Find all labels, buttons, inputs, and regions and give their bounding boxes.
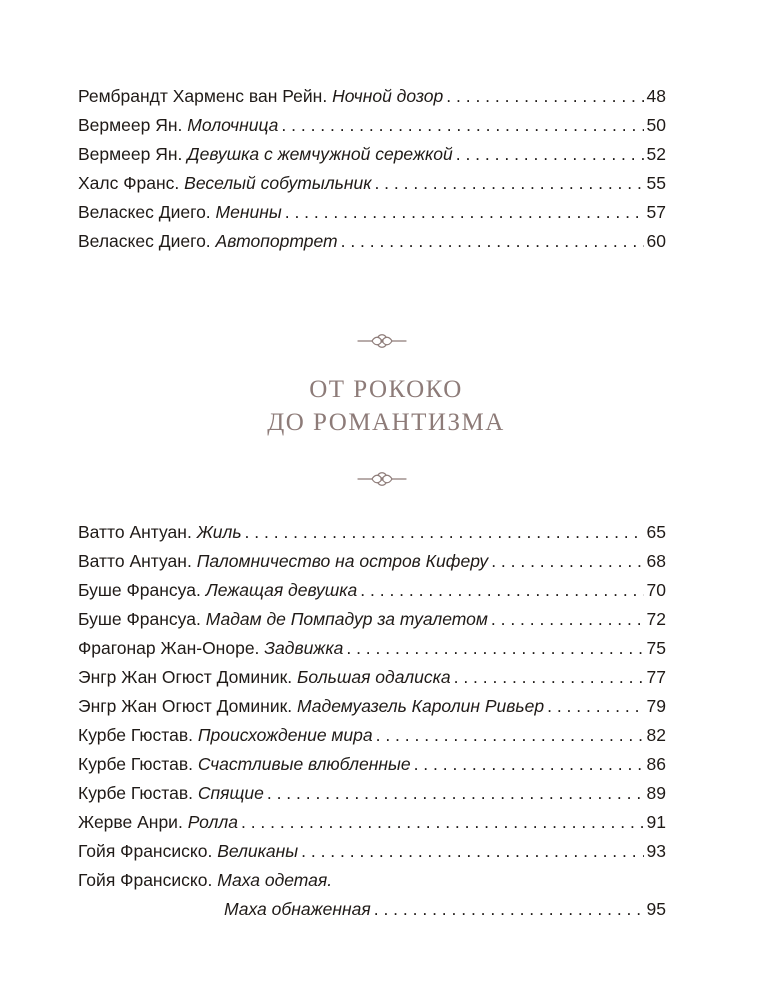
toc-dot-leader bbox=[267, 779, 644, 808]
toc-entry-author: Ватто Антуан. bbox=[78, 551, 192, 571]
toc-entry-page-number: 79 bbox=[646, 696, 666, 716]
toc-dot-leader bbox=[414, 750, 644, 779]
toc-entry-author: Курбе Гюстав. bbox=[78, 725, 193, 745]
toc-entry-author: Вермеер Ян. bbox=[78, 115, 183, 135]
toc-dot-leader bbox=[245, 518, 644, 547]
toc-entry[interactable] bbox=[78, 111, 666, 140]
toc-entry-page-number: 93 bbox=[646, 841, 666, 861]
toc-entry-title: Автопортрет bbox=[215, 231, 338, 251]
toc-entry-title: Великаны bbox=[217, 841, 299, 861]
toc-entry-title: Девушка с жемчужной сережкой bbox=[187, 144, 453, 164]
toc-dot-leader bbox=[341, 227, 644, 256]
toc-entry-page-number: 89 bbox=[646, 783, 666, 803]
toc-entry[interactable] bbox=[78, 808, 666, 837]
toc-dot-leader bbox=[491, 605, 644, 634]
toc-entry-title: Ночной дозор bbox=[332, 86, 444, 106]
toc-entry-author: Энгр Жан Огюст Доминик. bbox=[78, 667, 293, 687]
toc-entry[interactable] bbox=[78, 721, 666, 750]
toc-entry-author: Халс Франс. bbox=[78, 173, 180, 193]
toc-entry[interactable] bbox=[78, 576, 666, 605]
toc-dot-leader bbox=[446, 82, 643, 111]
toc-entry-title: Большая одалиска bbox=[297, 667, 451, 687]
flourish-ornament-icon bbox=[356, 333, 408, 349]
toc-entry-author: Веласкес Диего. bbox=[78, 202, 211, 222]
toc-entry-page-number: 95 bbox=[646, 899, 666, 919]
toc-dot-leader bbox=[454, 663, 644, 692]
flourish-ornament-icon bbox=[356, 471, 408, 487]
toc-entry-title: Маха обнаженная bbox=[224, 899, 371, 919]
toc-entry-title: Молочница bbox=[187, 115, 279, 135]
toc-entry[interactable] bbox=[78, 82, 666, 111]
toc-entry[interactable] bbox=[78, 750, 666, 779]
toc-entry[interactable] bbox=[78, 518, 666, 547]
toc-dot-leader bbox=[374, 895, 644, 924]
toc-entry[interactable] bbox=[78, 895, 666, 924]
toc-entry-author: Вермеер Ян. bbox=[78, 144, 183, 164]
toc-dot-leader bbox=[281, 111, 643, 140]
toc-list-baroque bbox=[78, 82, 666, 256]
toc-entry[interactable] bbox=[78, 634, 666, 663]
toc-entry-title: Ролла bbox=[187, 812, 238, 832]
toc-entry-title: Задвижка bbox=[264, 638, 344, 658]
toc-entry-title: Лежащая девушка bbox=[205, 580, 358, 600]
toc-entry[interactable] bbox=[78, 692, 666, 721]
toc-entry[interactable] bbox=[78, 227, 666, 256]
toc-entry[interactable] bbox=[78, 169, 666, 198]
toc-dot-leader bbox=[301, 837, 643, 866]
toc-entry-title: Веселый собутыльник bbox=[184, 173, 372, 193]
toc-entry-title: Происхождение мира bbox=[197, 725, 373, 745]
toc-dot-leader bbox=[376, 721, 644, 750]
toc-entry-title: Жиль bbox=[196, 522, 242, 542]
toc-entry[interactable] bbox=[78, 866, 666, 895]
toc-entry-page-number: 52 bbox=[646, 144, 666, 164]
toc-entry-page-number: 65 bbox=[646, 522, 666, 542]
toc-dot-leader bbox=[360, 576, 643, 605]
toc-entry-author: Жерве Анри. bbox=[78, 812, 183, 832]
section-title-line-1: ОТ РОКОКО bbox=[309, 376, 463, 403]
toc-entry-title: Паломничество на остров Киферу bbox=[196, 551, 489, 571]
section-heading bbox=[0, 373, 772, 439]
toc-entry-author: Курбе Гюстав. bbox=[78, 754, 193, 774]
toc-entry-page-number: 60 bbox=[646, 231, 666, 251]
toc-entry-author: Энгр Жан Огюст Доминик. bbox=[78, 696, 293, 716]
toc-entry-author: Веласкес Диего. bbox=[78, 231, 211, 251]
toc-entry-author: Рембрандт Харменс ван Рейн. bbox=[78, 86, 328, 106]
toc-entry-page-number: 55 bbox=[646, 173, 666, 193]
toc-entry[interactable] bbox=[78, 605, 666, 634]
section-title-line-2: ДО РОМАНТИЗМА bbox=[267, 409, 505, 436]
toc-entry-author: Курбе Гюстав. bbox=[78, 783, 193, 803]
toc-entry-page-number: 82 bbox=[646, 725, 666, 745]
toc-dot-leader bbox=[547, 692, 643, 721]
toc-entry-page-number: 70 bbox=[646, 580, 666, 600]
toc-entry-page-number: 72 bbox=[646, 609, 666, 629]
toc-entry-page-number: 57 bbox=[646, 202, 666, 222]
toc-entry-author: Фрагонар Жан-Оноре. bbox=[78, 638, 260, 658]
toc-entry-author: Ватто Антуан. bbox=[78, 522, 192, 542]
toc-list-rococo bbox=[78, 518, 666, 924]
toc-entry-title: Мадемуазель Каролин Ривьер bbox=[297, 696, 545, 716]
toc-entry-title: Менины bbox=[215, 202, 282, 222]
toc-entry-author: Буше Франсуа. bbox=[78, 580, 201, 600]
toc-entry-page-number: 50 bbox=[646, 115, 666, 135]
toc-entry-page-number: 77 bbox=[646, 667, 666, 687]
toc-entry-title: Мадам де Помпадур за туалетом bbox=[205, 609, 488, 629]
toc-entry[interactable] bbox=[78, 140, 666, 169]
toc-entry-author: Гойя Франсиско. bbox=[78, 870, 213, 890]
toc-entry-page-number: 48 bbox=[646, 86, 666, 106]
toc-entry[interactable] bbox=[78, 837, 666, 866]
toc-entry[interactable] bbox=[78, 779, 666, 808]
toc-dot-leader bbox=[346, 634, 643, 663]
toc-entry[interactable] bbox=[78, 198, 666, 227]
toc-entry-title: Маха одетая. bbox=[217, 870, 333, 890]
toc-dot-leader bbox=[241, 808, 644, 837]
toc-entry-page-number: 86 bbox=[646, 754, 666, 774]
toc-entry[interactable] bbox=[78, 547, 666, 576]
toc-entry-title: Спящие bbox=[197, 783, 264, 803]
toc-entry-page-number: 91 bbox=[646, 812, 666, 832]
toc-entry-author: Буше Франсуа. bbox=[78, 609, 201, 629]
toc-entry-page-number: 68 bbox=[646, 551, 666, 571]
toc-dot-leader bbox=[374, 169, 643, 198]
toc-dot-leader bbox=[456, 140, 644, 169]
toc-entry-author: Гойя Франсиско. bbox=[78, 841, 213, 861]
toc-dot-leader bbox=[285, 198, 644, 227]
toc-entry[interactable] bbox=[78, 663, 666, 692]
toc-dot-leader bbox=[491, 547, 643, 576]
toc-entry-page-number: 75 bbox=[646, 638, 666, 658]
toc-entry-title: Счастливые влюбленные bbox=[197, 754, 411, 774]
